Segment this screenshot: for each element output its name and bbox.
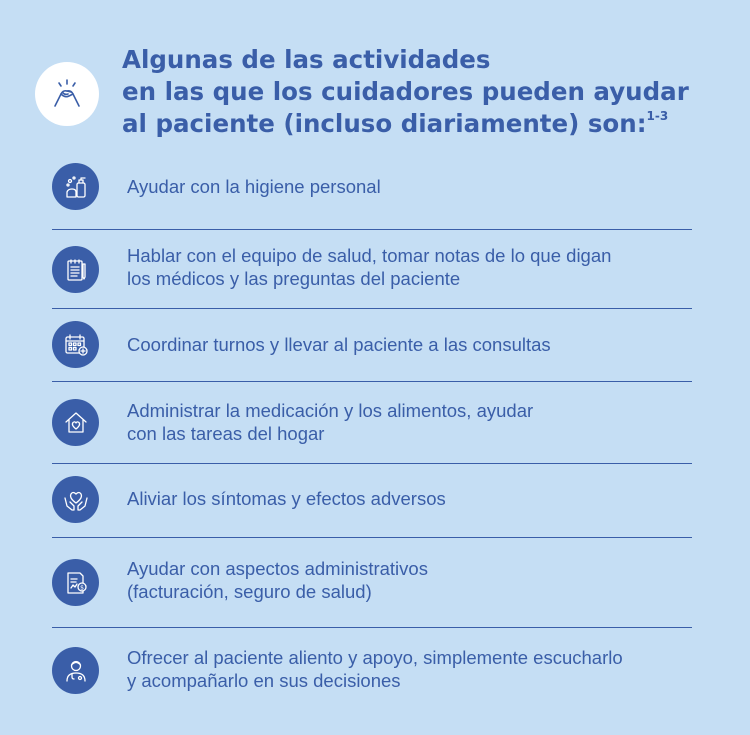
list-item-line: Coordinar turnos y llevar al paciente a las consultas bbox=[127, 334, 551, 355]
list-item-line: (facturación, seguro de salud) bbox=[127, 581, 372, 602]
list-item-line: Ofrecer al paciente aliento y apoyo, simplemente escucharlo bbox=[127, 647, 623, 668]
list-item-line: con las tareas del hogar bbox=[127, 423, 325, 444]
billing-document-icon bbox=[52, 559, 99, 606]
list-item-line: Ayudar con aspectos administrativos bbox=[127, 558, 428, 579]
list-item-text bbox=[127, 646, 697, 692]
title-line-2: en las que los cuidadores pueden ayudar bbox=[122, 77, 689, 106]
calendar-icon bbox=[52, 321, 99, 368]
home-care-icon bbox=[52, 399, 99, 446]
title-reference: 1-3 bbox=[646, 109, 669, 123]
divider bbox=[52, 229, 692, 230]
divider bbox=[52, 537, 692, 538]
list-item-line: Aliviar los síntomas y efectos adversos bbox=[127, 488, 446, 509]
doctor-support-icon bbox=[52, 647, 99, 694]
divider bbox=[52, 627, 692, 628]
divider bbox=[52, 381, 692, 382]
list-item-line: los médicos y las preguntas del paciente bbox=[127, 268, 461, 289]
notepad-icon bbox=[52, 246, 99, 293]
title-line-3: al paciente (incluso diariamente) son: bbox=[122, 109, 647, 138]
hygiene-soap-icon bbox=[52, 163, 99, 210]
list-item-text bbox=[127, 487, 697, 510]
divider bbox=[52, 308, 692, 309]
list-item-text bbox=[127, 557, 697, 603]
divider bbox=[52, 463, 692, 464]
list-item-line: Ayudar con la higiene personal bbox=[127, 176, 381, 197]
list-item-text bbox=[127, 333, 697, 356]
list-item-text bbox=[127, 175, 697, 198]
svg-text:$: $ bbox=[79, 584, 84, 591]
title-line-1: Algunas de las actividades bbox=[122, 45, 491, 74]
list-item-line: y acompañarlo en sus decisiones bbox=[127, 670, 401, 691]
hands-heart-icon bbox=[52, 476, 99, 523]
list-item-line: Administrar la medicación y los alimentos, ayudar bbox=[127, 400, 534, 421]
list-item-text bbox=[127, 244, 697, 290]
list-item-line: Hablar con el equipo de salud, tomar notas de lo que digan bbox=[127, 245, 612, 266]
list-item-text bbox=[127, 399, 697, 445]
